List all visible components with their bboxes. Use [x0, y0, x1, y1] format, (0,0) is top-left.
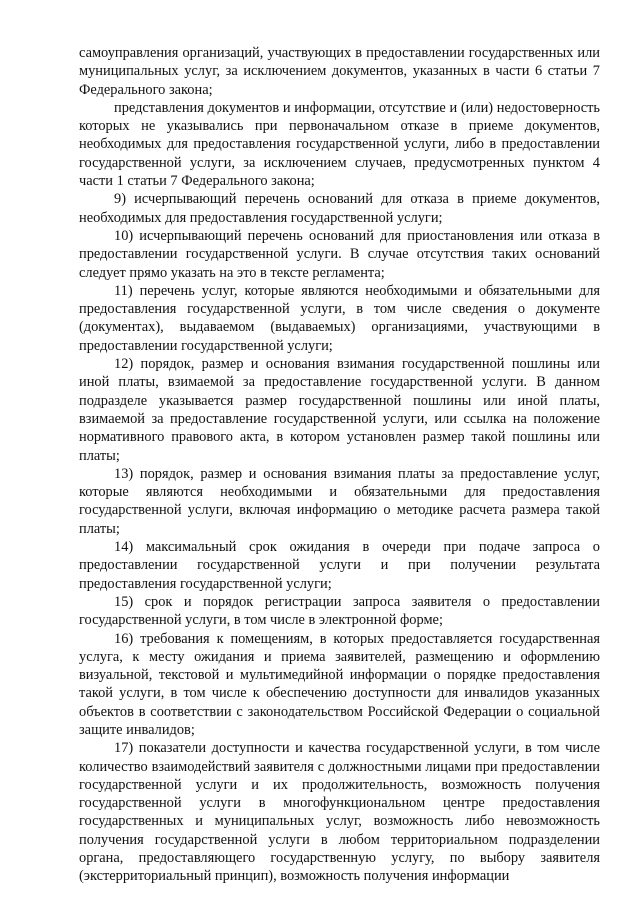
paragraph-continuation: самоуправления организаций, участвующих в предоставлении государственных или муниципальных услуг, за исключением документов, указанных в части 6 статьи 7 Федерального закона; [79, 45, 600, 98]
paragraph-item-11: 11) перечень услуг, которые являются необходимыми и обязательными для предоставления государственной услуги, в том числе сведения о документе (документах), выдаваемом (выдаваемых) организациями, участвующими в предоставлении государственной услуги; [79, 282, 600, 354]
paragraph-item-16: 16) требования к помещениям, в которых предоставляется государственная услуга, к месту ожидания и приема заявителей, размещению и оформлению визуальной, текстовой и мультимедийной информации о порядке предоставления такой услуги, в том числе к обеспечению доступности для инвалидов указанных объектов в соответствии с законодательством Российской Федерации о социальной защите инвалидов; [79, 630, 600, 738]
paragraph-item-9: 9) исчерпывающий перечень оснований для отказа в приеме документов, необходимых для предоставления государственной услуги; [79, 191, 600, 226]
paragraph-item-14: 14) максимальный срок ожидания в очереди при подаче запроса о предоставлении государственной услуги и при получении результата предоставления государственной услуги; [79, 539, 600, 592]
paragraph-item-12: 12) порядок, размер и основания взимания государственной пошлины или иной платы, взимаемой за предоставление государственной услуги. В данном подразделе указывается размер государственной пошлины или иной платы, взимаемой за предоставление государственной услуги, или ссылка на положение нормативного правового акта, в котором установлен размер такой пошлины или платы; [79, 356, 600, 464]
paragraph-item-13: 13) порядок, размер и основания взимания платы за предоставление услуг, которые являются необходимыми и обязательными для предоставления государственной услуги, включая информацию о методике расчета размера такой платы; [79, 465, 600, 537]
paragraph-item-17: 17) показатели доступности и качества государственной услуги, в том числе количество взаимодействий заявителя с должностными лицами при предоставлении государственной услуги и их продолжительность, возможность получения государственной услуги в многофункциональном центре предоставления государственных и муниципальных услуг, возможность либо невозможность получения государственной услуги в любом территориальном подразделении органа, предоставляющего государственную услугу, по выбору заявителя (экстерриториальный принцип), возможность получения информации [79, 740, 600, 885]
paragraph-item-10: 10) исчерпывающий перечень оснований для приостановления или отказа в предоставлении государственной услуги. В случае отсутствия таких оснований следует прямо указать на это в тексте регламента; [79, 227, 600, 281]
paragraph-refusal-grounds: представления документов и информации, отсутствие и (или) недостоверность которых не указывались при первоначальном отказе в приеме документов, необходимых для предоставления государственной услуги, либо в предоставлении государственной услуги, за исключением случаев, предусмотренных пунктом 4 части 1 статьи 7 Федерального закона; [79, 99, 600, 190]
paragraph-item-15: 15) срок и порядок регистрации запроса заявителя о предоставлении государственной услуги, в том числе в электронной форме; [79, 593, 600, 629]
document-body [79, 44, 600, 886]
